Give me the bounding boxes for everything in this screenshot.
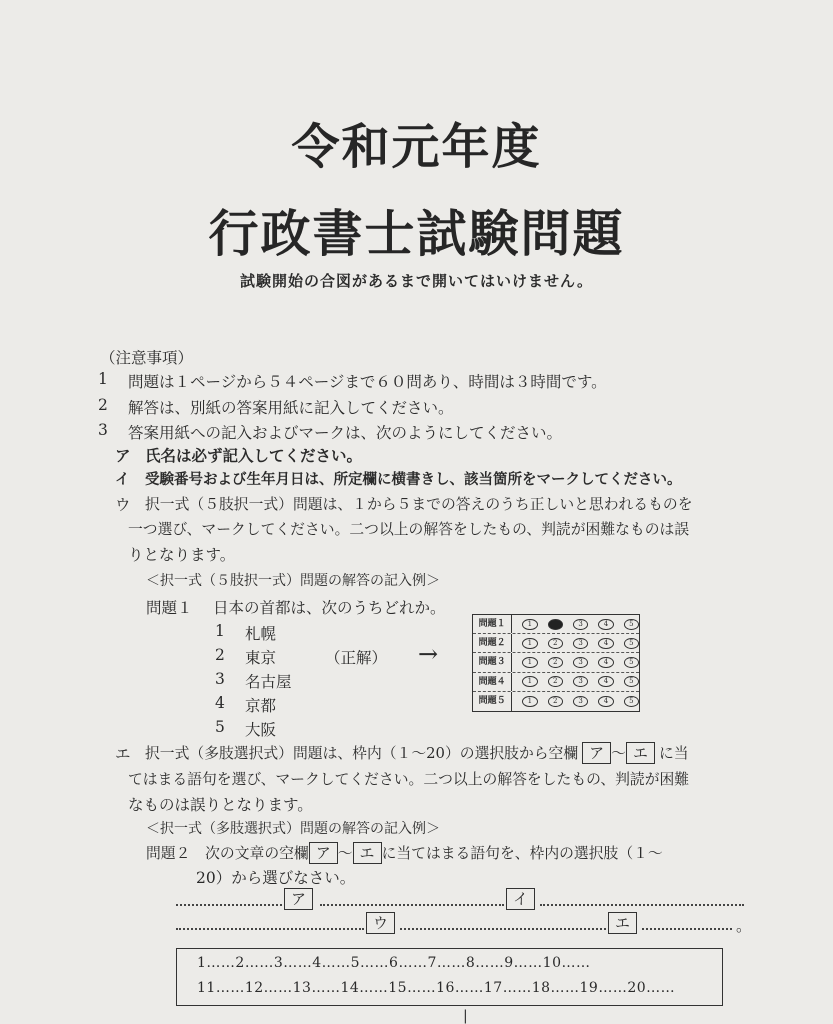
subnote-u-line1: 択一式（５肢択一式）問題は、１から５までの答えのうち正しいと思われるものを <box>145 496 693 513</box>
example1-question-label: 問題１ <box>146 599 193 617</box>
page-edge-mark: | <box>463 1008 468 1024</box>
example1-caption: ＜択一式（５肢択一式）問題の解答の記入例＞ <box>146 573 440 589</box>
note-2-text: 解答は、別紙の答案用紙に記入してください。 <box>128 399 454 417</box>
blank-i: イ <box>506 888 535 910</box>
blank-a-box: ア <box>309 842 338 864</box>
bubble: 2 <box>548 657 563 668</box>
blank-e: エ <box>608 912 637 934</box>
grid-row <box>473 653 639 672</box>
option-1-num: 1 <box>215 622 225 640</box>
bubble: 5 <box>624 696 639 707</box>
choices-box <box>176 948 723 1006</box>
bubble: 3 <box>573 619 588 630</box>
bubble-filled <box>548 619 563 630</box>
example2-question-line1 <box>146 842 663 864</box>
dotted-line <box>642 928 732 930</box>
option-4-num: 4 <box>215 694 225 712</box>
example2-question-post: に当てはまる語句を、枠内の選択肢（１～ <box>381 845 663 862</box>
bubble: 3 <box>573 638 588 649</box>
bubble: 5 <box>624 638 639 649</box>
bubble: 5 <box>624 676 639 687</box>
example2-question-pre: 次の文章の空欄 <box>205 845 309 862</box>
grid-row-label: 問題４ <box>473 673 512 691</box>
bubble: 4 <box>598 657 613 668</box>
blank-a-box: ア <box>582 742 611 764</box>
subnote-e-mark: エ <box>115 745 131 763</box>
subtitle-warning: 試験開始の合図があるまで開いてはいけません。 <box>240 272 593 290</box>
bubble: 2 <box>548 638 563 649</box>
sentence-period: 。 <box>736 917 752 935</box>
correct-label: （正解） <box>325 649 388 667</box>
grid-row-label: 問題３ <box>473 653 512 671</box>
bubble: 1 <box>522 638 537 649</box>
subnote-a-text: 氏名は必ず記入してください。 <box>145 447 363 465</box>
note-1-num: 1 <box>98 370 108 388</box>
example2-caption: ＜択一式（多肢選択式）問題の解答の記入例＞ <box>146 821 440 837</box>
subnote-e-line2: てはまる語句を選び、マークしてください。二つ以上の解答をしたもの、判読が困難 <box>128 771 690 788</box>
dotted-line <box>320 904 504 906</box>
subnote-u-line2: 一つ選び、マークしてください。二つ以上の解答をしたもの、判読が困難なものは誤 <box>128 521 690 538</box>
range-sep: ～ <box>337 845 353 862</box>
grid-row <box>473 634 639 653</box>
dotted-line <box>176 904 282 906</box>
blank-u: ウ <box>366 912 395 934</box>
grid-row-label: 問題１ <box>473 615 512 633</box>
subnote-a-mark: ア <box>115 447 131 465</box>
dotted-line <box>400 928 606 930</box>
example1-question: 日本の首都は、次のうちどれか。 <box>213 599 446 617</box>
bubble: 2 <box>548 696 563 707</box>
bubble: 1 <box>522 676 537 687</box>
bubble: 3 <box>573 657 588 668</box>
grid-row <box>473 692 639 711</box>
bubble: 4 <box>598 638 613 649</box>
bubble: 3 <box>573 676 588 687</box>
subnote-i-text: 受験番号および生年月日は、所定欄に横書きし、該当箇所をマークしてください。 <box>145 472 682 488</box>
option-5-num: 5 <box>215 718 225 736</box>
range-sep: ～ <box>611 745 626 762</box>
note-3-num: 3 <box>98 421 108 439</box>
bubble: 2 <box>548 676 563 687</box>
option-2-text: 東京 <box>245 649 277 667</box>
blank-e-box: エ <box>353 842 382 864</box>
bubble: 4 <box>598 619 613 630</box>
subnote-e-line1-post: に当 <box>659 745 689 762</box>
bubble: 1 <box>522 657 537 668</box>
grid-row-label: 問題５ <box>473 692 512 711</box>
choices-row-1: 1……2……3……4……5……6……7……8……9……10…… <box>197 955 591 971</box>
bubble: 4 <box>598 676 613 687</box>
example2-question-line2: 20）から選びなさい。 <box>196 869 356 887</box>
option-1-text: 札幌 <box>245 625 277 643</box>
subnote-e-line3: なものは誤りとなります。 <box>128 796 313 814</box>
bubble: 4 <box>598 696 613 707</box>
title-exam: 行政書士試験問題 <box>208 205 625 263</box>
blank-e-box: エ <box>626 742 655 764</box>
option-5-text: 大阪 <box>245 721 277 739</box>
subnote-i-mark: イ <box>115 472 130 488</box>
arrow-icon: → <box>418 640 439 668</box>
option-2-num: 2 <box>215 646 225 664</box>
notes-header: （注意事項） <box>100 349 194 367</box>
grid-row-label: 問題２ <box>473 634 512 652</box>
subnote-e-line1-pre: 択一式（多肢選択式）問題は、枠内（１～20）の選択肢から空欄 <box>145 745 579 762</box>
bubble: 5 <box>624 619 639 630</box>
subnote-e-line1 <box>145 742 689 764</box>
dotted-line <box>176 928 364 930</box>
example2-question-label: 問題２ <box>146 845 191 862</box>
option-4-text: 京都 <box>245 697 277 715</box>
choices-row-2: 11……12……13……14……15……16……17……18……19……20…… <box>197 980 676 996</box>
blank-a: ア <box>284 888 313 910</box>
subnote-u-line3: りとなります。 <box>128 546 236 564</box>
grid-row <box>473 673 639 692</box>
bubble: 1 <box>522 619 537 630</box>
grid-row <box>473 615 639 634</box>
option-3-text: 名古屋 <box>245 673 292 691</box>
option-3-num: 3 <box>215 670 225 688</box>
note-1-text: 問題は１ページから５４ページまで６０問あり、時間は３時間です。 <box>128 373 607 391</box>
subnote-u-mark: ウ <box>115 496 131 514</box>
dotted-line <box>540 904 744 906</box>
note-3-text: 答案用紙への記入およびマークは、次のようにしてください。 <box>128 424 563 442</box>
bubble: 3 <box>573 696 588 707</box>
bubble: 5 <box>624 657 639 668</box>
title-year: 令和元年度 <box>291 119 542 175</box>
answer-grid <box>472 614 640 712</box>
bubble: 1 <box>522 696 537 707</box>
note-2-num: 2 <box>98 396 108 414</box>
